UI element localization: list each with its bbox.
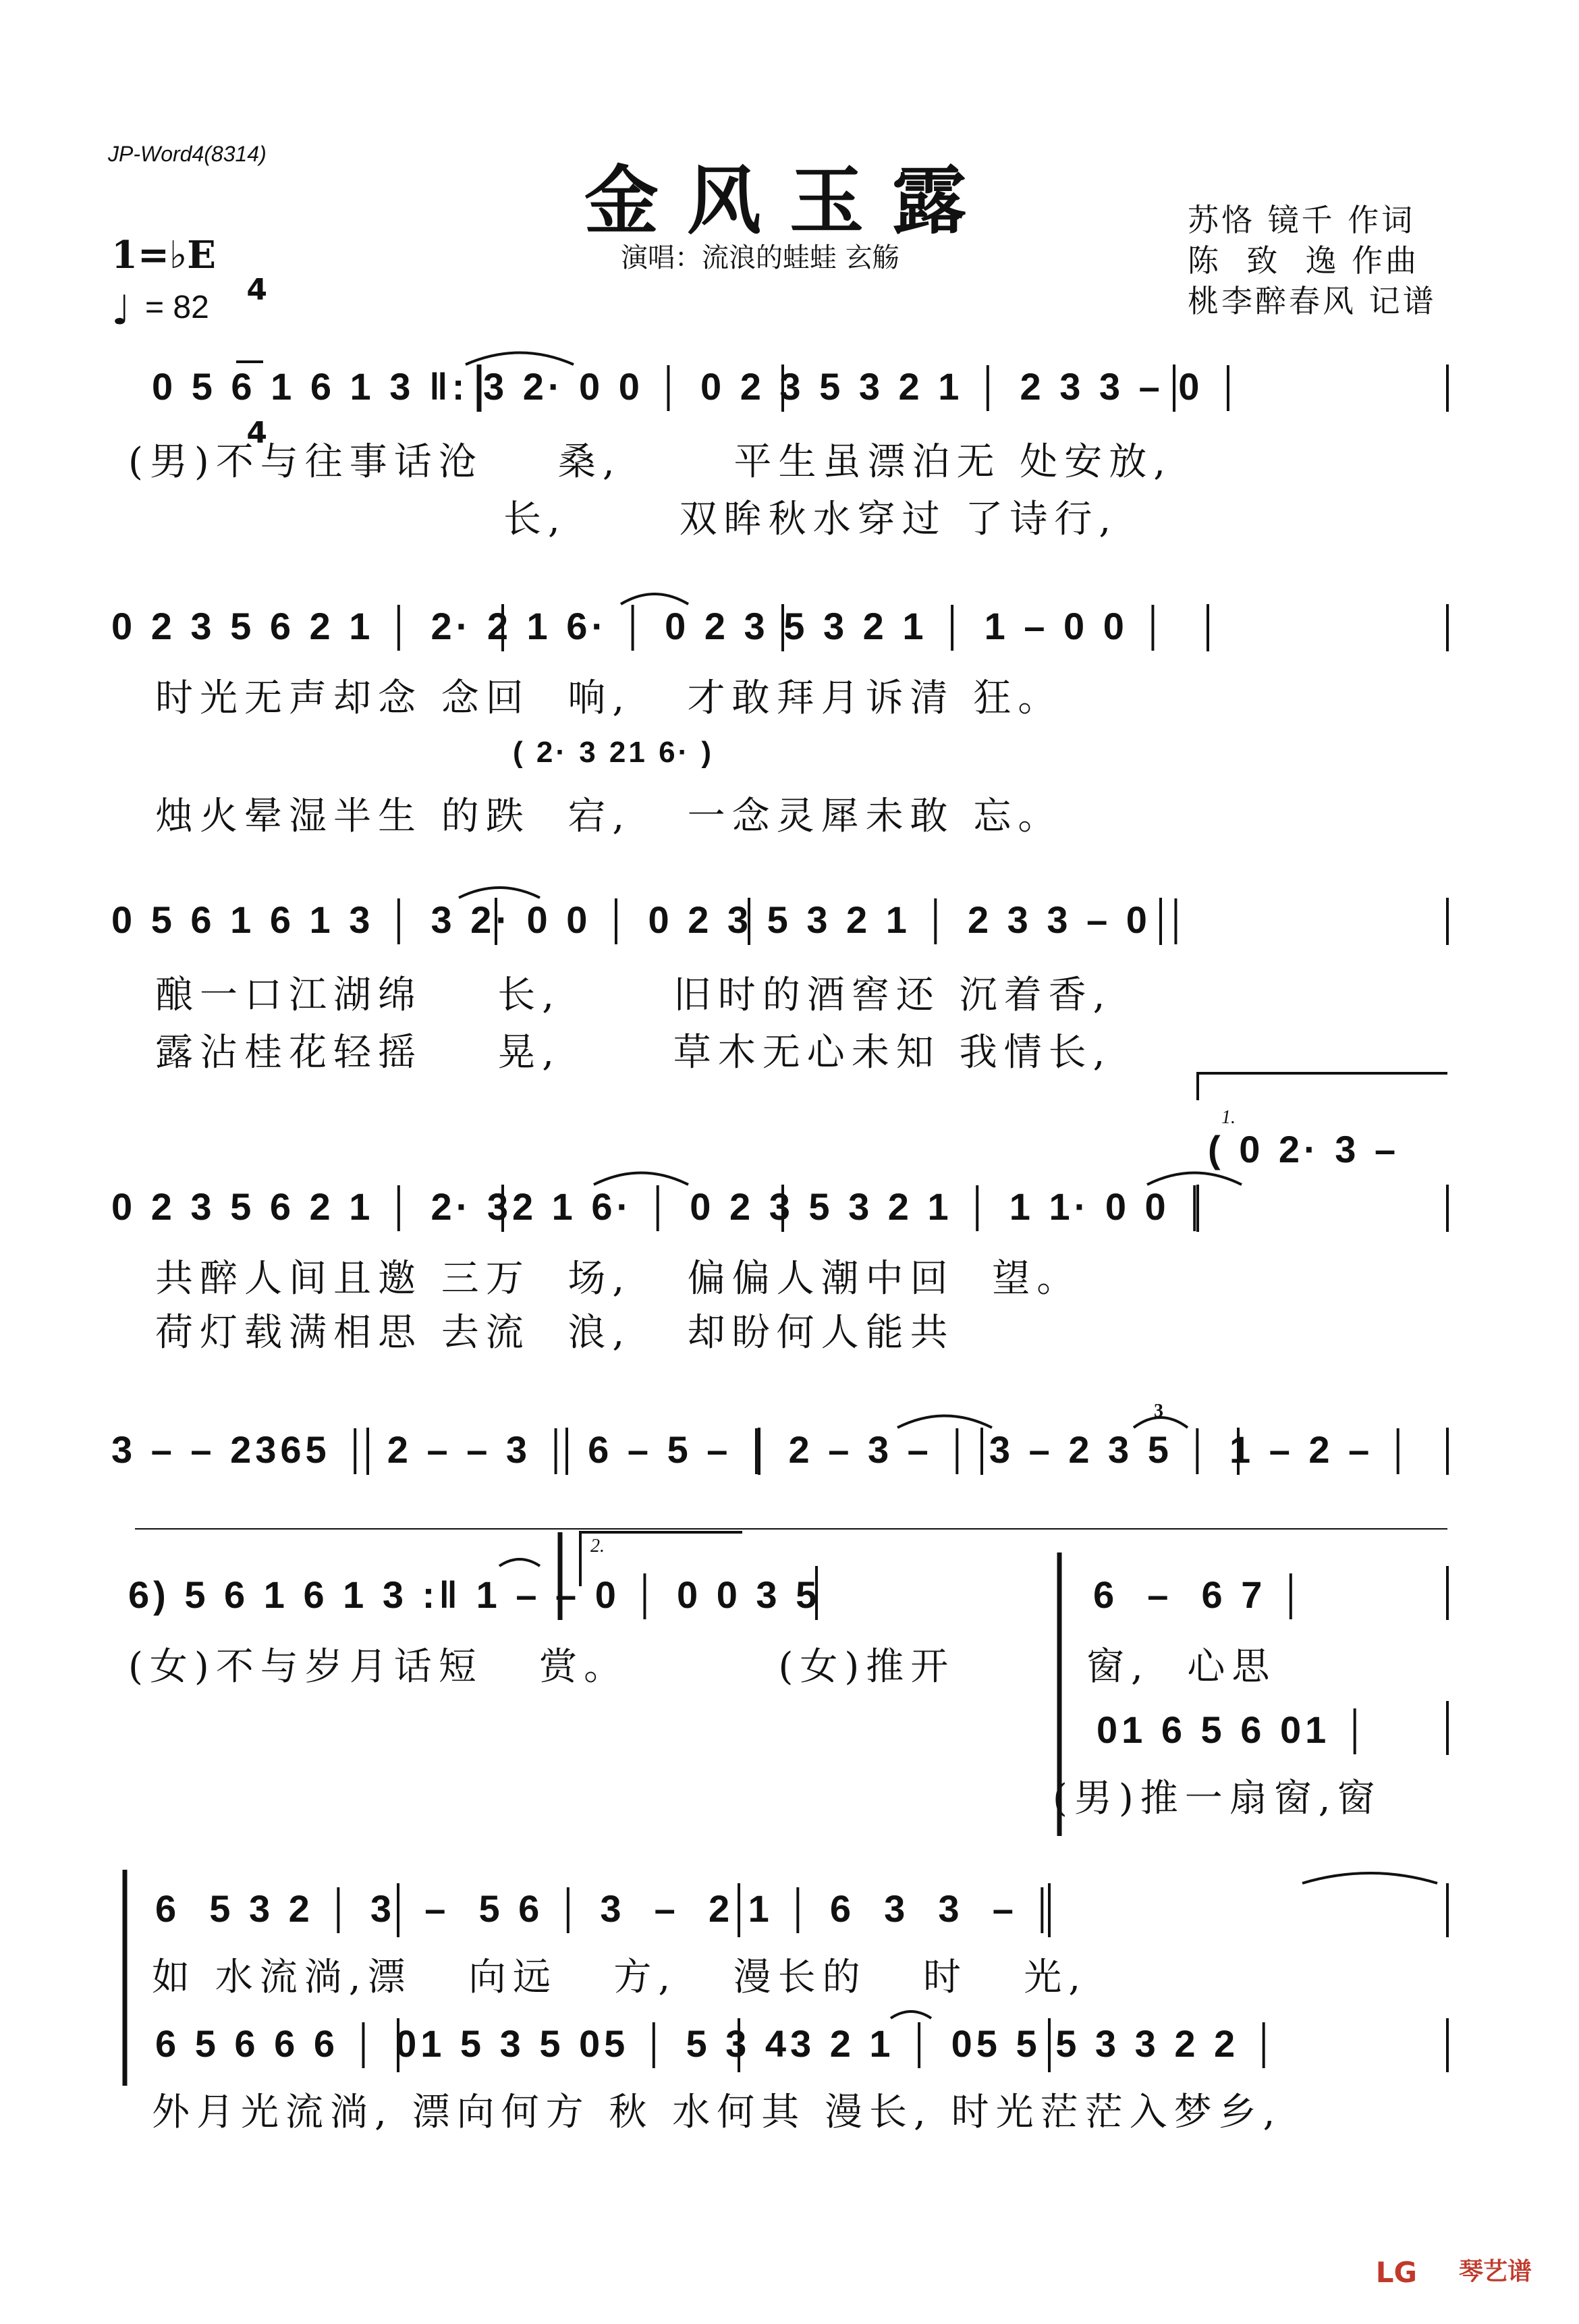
slur — [1302, 1873, 1437, 1883]
slur — [594, 1173, 688, 1185]
song-title: 金风玉露 — [584, 157, 995, 244]
key-signature: 1=♭E — [111, 233, 216, 277]
system-3-lyric-1: 酿一口江湖绵 长, 旧时的酒窖还 沉着香, — [155, 973, 1112, 1017]
software-tag: JP-Word4(8314) — [108, 142, 267, 166]
time-signature-top: 4 — [246, 273, 267, 307]
system-6-notes: 6) 5 6 1 6 1 3 :‖ 1 – – 0 │ 0 0 3 5 — [128, 1573, 821, 1616]
system-2-aside-notes: ( 2· 3 21 6· ) — [513, 736, 715, 769]
system-6-male-lyric: (男)推一扇窗,窗 — [1053, 1777, 1382, 1820]
triplet-mark: 3 — [1154, 1401, 1163, 1422]
lyricist-credit: 苏恪 镜千 作词 — [1188, 202, 1416, 238]
slur — [897, 1416, 992, 1428]
system-4-lyric-2: 荷灯载满相思 去流 浪, 却盼何人能共 — [155, 1311, 955, 1355]
system-7-male-notes: 6 5 6 6 6 │ 01 5 3 5 05 │ 5 3 43 2 1 │ 05 5 5 3 3 2 2 │ — [155, 2022, 1281, 2065]
slur — [621, 594, 688, 604]
system-3-lyric-2: 露沾桂花轻摇 晃, 草木无心未知 我情长, — [155, 1031, 1112, 1075]
singers-credit: 演唱：流浪的蛙蛙 玄觞 — [621, 242, 899, 273]
transcriber-credit: 桃李醉春风 记谱 — [1188, 283, 1437, 319]
volta-1-label: 1. — [1221, 1107, 1236, 1128]
tempo-note-icon: ♩ — [111, 287, 131, 334]
volta-bracket — [1198, 1073, 1447, 1100]
slur — [459, 888, 540, 898]
system-4-volta-notes: ( 0 2· 3 – — [1208, 1128, 1400, 1170]
slur — [1147, 1173, 1242, 1185]
slur — [466, 353, 574, 365]
system-6-male-notes: 01 6 5 6 01 │ — [1097, 1708, 1373, 1751]
system-1-lyric-2: 长, 双眸秋水穿过 了诗行, — [128, 497, 1118, 541]
system-1-notes: 0 5 6 1 6 1 3 ‖: 3 2· 0 0 │ 0 2 3 5 3 2 1 │ 2 3 3 – 0 │ — [152, 365, 1246, 408]
tempo-value: = 82 — [145, 290, 209, 325]
system-2-lyric-1: 时光无声却念 念回 响, 才敢拜月诉清 狂。 — [155, 676, 1063, 720]
system-6-female-notes: 6 – 6 7 │ — [1093, 1573, 1308, 1616]
brand-watermark: 琴艺谱 — [1458, 2258, 1532, 2286]
system-6-lyric-1: (女)不与岁月话短 赏。 (女)推开 — [128, 1645, 955, 1689]
time-signature-bottom: 4 — [246, 416, 267, 450]
system-7-male-lyric: 外月光流淌, 漂向何方 秋 水何其 漫长, 时光茫茫入梦乡, — [152, 2090, 1282, 2134]
system-3-notes: 0 5 6 1 6 1 3 │ 3 2· 0 0 │ 0 2 3 5 3 2 1 │ 2 3 3 – 0 │ — [111, 898, 1194, 941]
brand-logo-icon: LG — [1375, 2256, 1417, 2289]
system-4-lyric-1: 共醉人间且邀 三万 场, 偏偏人潮中回 望。 — [155, 1257, 1082, 1301]
system-5-notes: 3 – – 2365 │ 2 – – 3 │ 6 – 5 – │ 2 – 3 – │ 3 – 2 3 5 │ 1 – 2 – │ — [111, 1428, 1416, 1471]
system-1-lyric-1: (男)不与往事话沧 桑, 平生虽漂泊无 处安放, — [128, 440, 1173, 484]
slur — [499, 1559, 540, 1566]
composer-credit: 陈 致 逸 作曲 — [1188, 242, 1420, 279]
system-4-notes: 0 2 3 5 6 2 1 │ 2· 32 1 6· │ 0 2 3 5 3 2 1 │ 1 1· 0 0 │ — [111, 1185, 1213, 1228]
system-2-lyric-2: 烛火晕湿半生 的跌 宕, 一念灵犀未敢 忘。 — [155, 794, 1063, 838]
system-2-notes: 0 2 3 5 6 2 1 │ 2· 2 1 6· │ 0 2 3 5 3 2 1 │ 1 – 0 0 │ — [111, 605, 1171, 647]
volta-2-label: 2. — [590, 1536, 605, 1557]
system-7-female-notes: 6 5 3 2 │ 3 – 5 6 │ 3 – 2 1 │ 6 3 3 – │ — [155, 1887, 1060, 1930]
slur — [891, 2011, 931, 2018]
system-7-female-lyric: 如 水流淌,漂 向远 方, 漫长的 时 光, — [152, 1955, 1088, 1999]
system-6-female-lyric: 窗, 心思 — [1086, 1645, 1277, 1689]
